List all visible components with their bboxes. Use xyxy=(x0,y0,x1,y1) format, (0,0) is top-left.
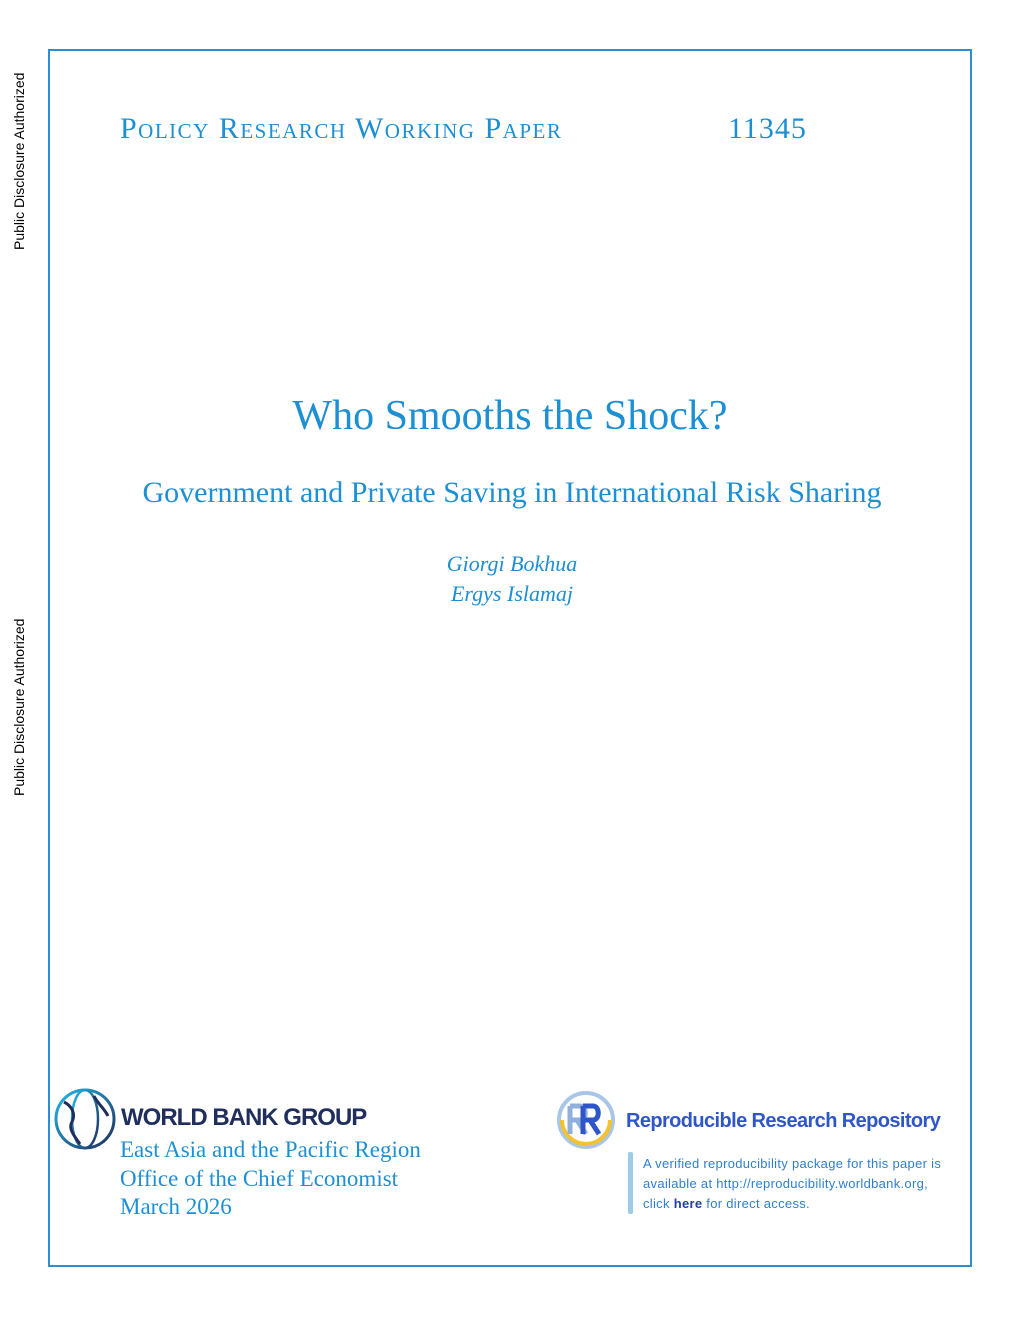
world-bank-group-wordmark: WORLD BANK GROUP xyxy=(121,1104,367,1131)
author-list xyxy=(0,549,1020,609)
repository-note-line xyxy=(643,1194,963,1214)
series-header xyxy=(120,112,820,146)
repository-here-link[interactable]: here xyxy=(673,1196,703,1211)
publisher-info xyxy=(120,1136,421,1222)
series-name: Policy Research Working Paper xyxy=(120,112,563,145)
author-name: Ergys Islamaj xyxy=(450,581,573,606)
repository-note-access: for direct access. xyxy=(706,1196,810,1211)
paper-subtitle: Government and Private Saving in International Risk Sharing xyxy=(142,476,882,509)
world-bank-globe-logo xyxy=(54,1088,116,1150)
publisher-region: East Asia and the Pacific Region xyxy=(120,1137,421,1162)
disclosure-label-middle: Public Disclosure Authorized xyxy=(11,618,27,796)
paper-number: 11345 xyxy=(728,112,807,145)
repository-note-line: A verified reproducibility package for this paper is xyxy=(643,1156,942,1171)
paper-title: Who Smooths the Shock? xyxy=(292,393,728,439)
repository-note xyxy=(643,1154,963,1214)
repository-accent-bar xyxy=(628,1152,633,1214)
author-name: Giorgi Bokhua xyxy=(446,551,578,576)
repository-note-line: available at http://reproducibility.worldbank.org, xyxy=(643,1176,929,1191)
reproducible-research-logo xyxy=(556,1090,616,1150)
cover-frame xyxy=(48,49,972,1267)
repository-name: Reproducible Research Repository xyxy=(626,1110,941,1132)
repository-note-click: click xyxy=(643,1196,670,1211)
publisher-office: Office of the Chief Economist xyxy=(120,1165,399,1191)
publication-date: March 2026 xyxy=(120,1194,232,1219)
disclosure-label-top: Public Disclosure Authorized xyxy=(11,72,27,250)
